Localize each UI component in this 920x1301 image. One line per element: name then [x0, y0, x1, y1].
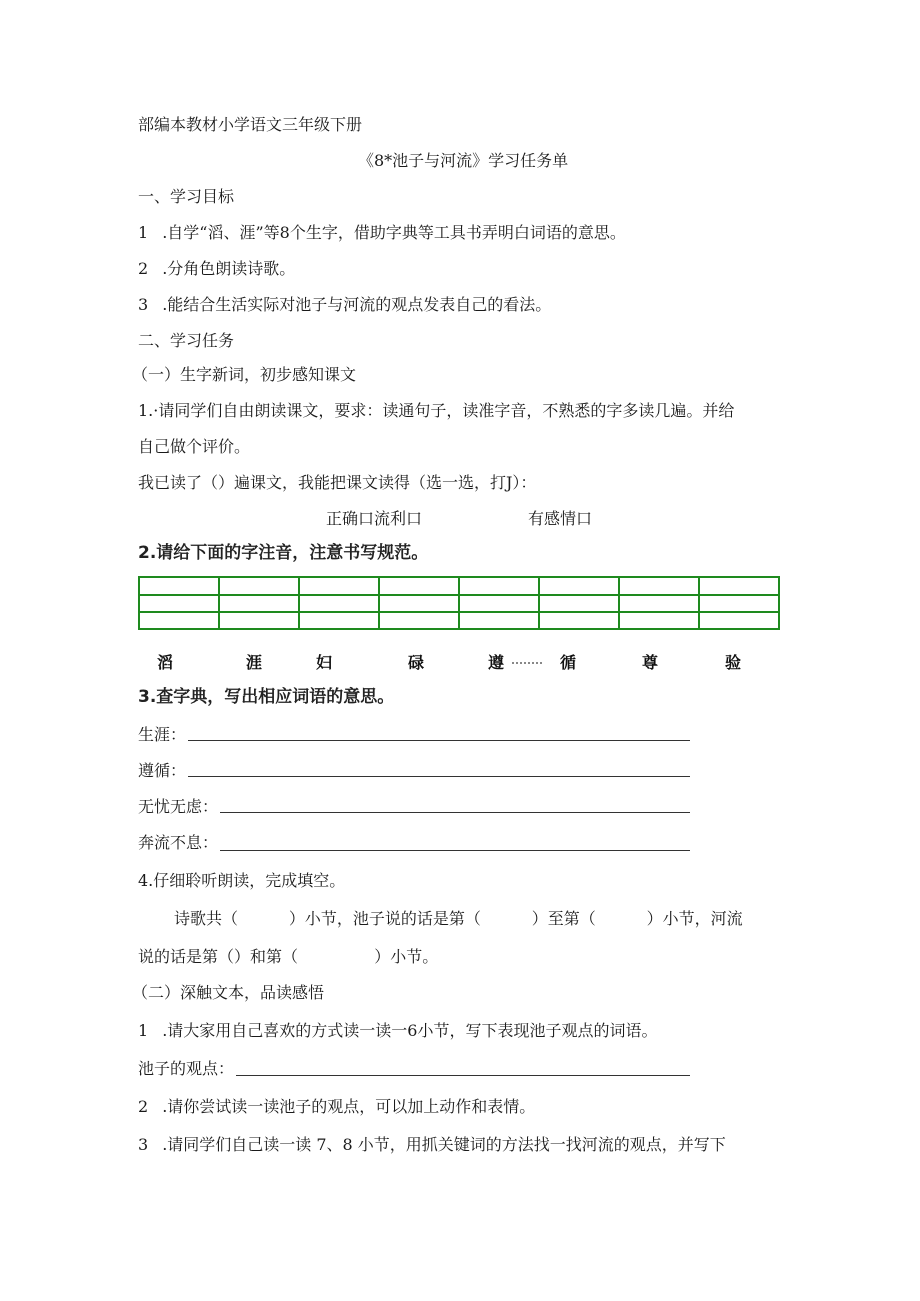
item-num: 2	[138, 1097, 149, 1116]
term-label: 奔流不息：	[138, 833, 219, 852]
textbook-label: 部编本教材小学语文三年级下册	[138, 115, 363, 134]
q1-option-1[interactable]: 正确口流利口	[326, 509, 423, 528]
goal-num: 2	[138, 259, 149, 278]
part2-item-2	[138, 1096, 535, 1118]
q4-line1: 诗歌共（ ）小节，池子说的话是第（ ）至第（ ）小节，河流	[174, 909, 743, 928]
q1-option-2[interactable]: 有感情口	[528, 509, 593, 528]
goals-heading: 一、学习目标	[138, 187, 235, 206]
goal-item-2	[138, 258, 295, 280]
char-2: 涯	[246, 653, 263, 672]
goal-text: .自学“滔、涯”等8个生字，借助字典等工具书弄明白词语的意思。	[162, 223, 626, 242]
item-text: .请大家用自己喜欢的方式读一读一6小节，写下表现池子观点的词语。	[162, 1021, 658, 1040]
term-label: 生涯：	[138, 725, 187, 744]
item-text: .请同学们自己读一读 7、8 小节，用抓关键词的方法找一找河流的观点，并写下	[162, 1135, 726, 1154]
char-5: 遵	[488, 653, 505, 672]
item-text: .请你尝试读一读池子的观点，可以加上动作和表情。	[162, 1097, 536, 1116]
char-4: 碌	[408, 653, 425, 672]
char-3: 妇	[316, 653, 333, 672]
viewpoint-label: 池子的观点：	[138, 1059, 235, 1078]
term-answer-line[interactable]	[188, 740, 690, 741]
part2-item-1	[138, 1020, 657, 1042]
q2-heading: 2.请给下面的字注音，注意书写规范。	[138, 543, 429, 563]
q1-line2: 自己做个评价。	[138, 437, 251, 456]
dotted-guide	[512, 662, 542, 664]
q4-line2: 说的话是第（）和第（ ）小节。	[138, 947, 439, 966]
item-num: 1	[138, 1021, 149, 1040]
char-7: 尊	[642, 653, 659, 672]
char-8: 验	[725, 653, 742, 672]
goal-item-1	[138, 222, 626, 244]
viewpoint-answer-line[interactable]	[236, 1075, 690, 1076]
tasks-heading: 二、学习任务	[138, 331, 235, 350]
goal-num: 1	[138, 223, 149, 242]
page-title: 《8*池子与河流》学习任务单	[358, 151, 569, 170]
term-label: 遵循：	[138, 761, 187, 780]
q1-line1: 1.·请同学们自由朗读课文，要求：读通句子，读准字音，不熟悉的字多读几遍。并给	[138, 401, 735, 420]
goal-item-3	[138, 294, 551, 316]
pinyin-grid[interactable]	[138, 576, 780, 630]
q1-line3: 我已读了（）遍课文，我能把课文读得（选一选，打J）：	[138, 473, 537, 492]
goal-text: .能结合生活实际对池子与河流的观点发表自己的看法。	[162, 295, 552, 314]
goal-num: 3	[138, 295, 149, 314]
term-answer-line[interactable]	[188, 776, 690, 777]
part2-heading: （二）深触文本，品读感悟	[132, 983, 325, 1002]
part1-heading: （一）生字新词，初步感知课文	[132, 365, 357, 384]
char-6: 循	[560, 653, 577, 672]
item-num: 3	[138, 1135, 149, 1154]
term-answer-line[interactable]	[220, 850, 690, 851]
goal-text: .分角色朗读诗歌。	[162, 259, 296, 278]
term-label: 无忧无虑：	[138, 797, 219, 816]
q3-heading: 3.查字典，写出相应词语的意思。	[138, 687, 395, 707]
part2-item-3	[138, 1134, 726, 1156]
term-answer-line[interactable]	[220, 812, 690, 813]
q4-heading: 4.仔细聆听朗读，完成填空。	[138, 871, 346, 890]
char-1: 滔	[157, 653, 174, 672]
